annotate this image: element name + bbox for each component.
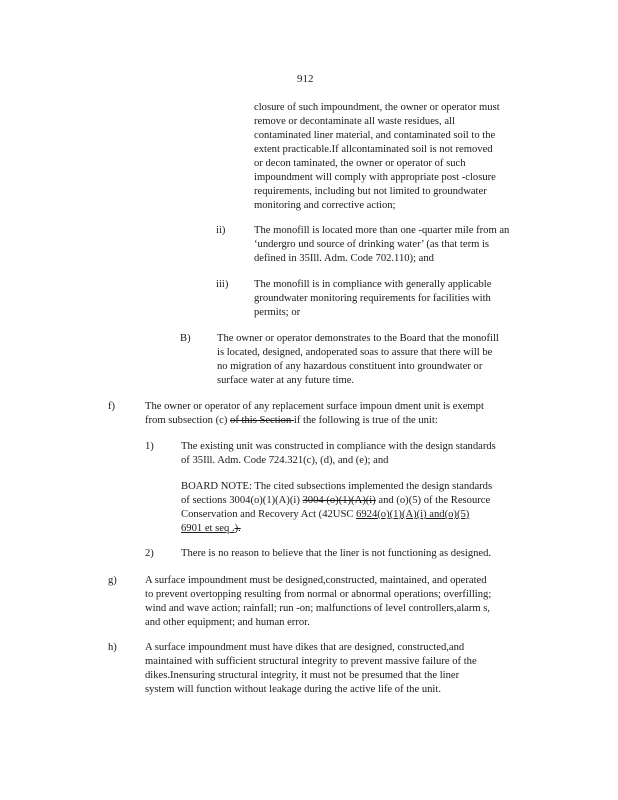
text-line: no migration of any hazardous constituent into groundwater or (217, 361, 483, 372)
text-line: system will function without leakage during the active life of the unit. (145, 684, 441, 695)
text-line: defined in 35Ill. Adm. Code 702.110); and (254, 253, 434, 264)
text-line: impoundment will comply with appropriate post -closure (254, 172, 496, 183)
text-line: to prevent overtopping resulting from normal or abnormal operations; overfilling; (145, 589, 492, 600)
item-g-paragraph (145, 574, 491, 630)
item-label-g: g) (108, 575, 117, 586)
text-line: wind and wave action; rainfall; run -on; malfunctions of level controllers,alarm s, (145, 603, 491, 614)
text-line: ‘undergro und source of drinking water’ (as that term is (254, 239, 490, 250)
underlined-text: 6901 et seq . (181, 523, 235, 534)
item-h-paragraph (145, 641, 477, 697)
text-line: remove or decontaminate all waste residues, all (254, 116, 455, 127)
struck-text: ). (234, 523, 241, 534)
text-line: surface water at any future time. (217, 375, 355, 386)
text-line (181, 494, 492, 508)
text-line (181, 508, 492, 522)
text-line: is located, designed, andoperated soas to assure that there will be (217, 347, 493, 358)
struck-text: of this Section (230, 415, 294, 426)
item-label-f: f) (108, 401, 116, 412)
text-line: The owner or operator demonstrates to the Board that the monofill (217, 333, 499, 344)
item-label-f1: 1) (145, 441, 154, 452)
text-line: BOARD NOTE: The cited subsections implemented the design standards (181, 481, 493, 492)
underlined-text: 6924(o)(1)(A)(i) and(o)(5) (356, 509, 470, 520)
text-line: The monofill is located more than one -quarter mile from an (254, 225, 510, 236)
text-run: Conservation and Recovery Act (42USC (181, 509, 357, 520)
text-line: The existing unit was constructed in compliance with the design standards (181, 441, 496, 452)
item-B-paragraph (217, 332, 499, 388)
text-line: dikes.Inensuring structural integrity, it must not be presumed that the liner (145, 670, 460, 681)
item-f-paragraph (145, 400, 484, 428)
item-f1-paragraph (181, 440, 496, 468)
text-line: or decon taminated, the owner or operator of such (254, 158, 466, 169)
text-line: There is no reason to believe that the liner is not functioning as designed. (181, 548, 492, 559)
page-number: 912 (297, 73, 314, 85)
text-line: and other equipment; and human error. (145, 617, 310, 628)
text-line: of 35Ill. Adm. Code 724.321(c), (d), and (e); and (181, 455, 389, 466)
text-line: closure of such impoundment, the owner or operator must (254, 102, 500, 113)
item-ii-paragraph (254, 224, 509, 266)
item-label-ii: ii) (216, 225, 226, 236)
struck-text: 3004 (o)(1)(A)(i) (302, 495, 376, 506)
text-run: and (o)(5) of the Resource (375, 495, 491, 506)
board-note (181, 480, 492, 536)
text-line: extent practicable.If allcontaminated soil is not removed (254, 144, 493, 155)
text-line: contaminated liner material, and contaminated soil to the (254, 130, 496, 141)
text-line: requirements, including but not limited to groundwater (254, 186, 487, 197)
item-label-iii: iii) (216, 279, 229, 290)
item-label-f2: 2) (145, 548, 154, 559)
text-line: A surface impoundment must be designed,constructed, maintained, and operated (145, 575, 487, 586)
item-label-B: B) (180, 333, 191, 344)
text-run: if the following is true of the unit: (293, 415, 438, 426)
text-line: The owner or operator of any replacement surface impoun dment unit is exempt (145, 401, 484, 412)
text-line (181, 522, 492, 536)
text-line: monitoring and corrective action; (254, 200, 396, 211)
item-iii-paragraph (254, 278, 491, 320)
item-label-h: h) (108, 642, 117, 653)
text-run: from subsection (c) (145, 415, 231, 426)
text-run: of sections 3004(o)(1)(A)(i) (181, 495, 303, 506)
item-f2-paragraph (181, 547, 491, 561)
text-line (145, 414, 484, 428)
closure-paragraph (254, 101, 500, 213)
text-line: The monofill is in compliance with generally applicable (254, 279, 492, 290)
text-line: maintained with sufficient structural integrity to prevent massive failure of the (145, 656, 477, 667)
text-line: A surface impoundment must have dikes that are designed, constructed,and (145, 642, 465, 653)
text-line: permits; or (254, 307, 301, 318)
text-line: groundwater monitoring requirements for facilities with (254, 293, 491, 304)
